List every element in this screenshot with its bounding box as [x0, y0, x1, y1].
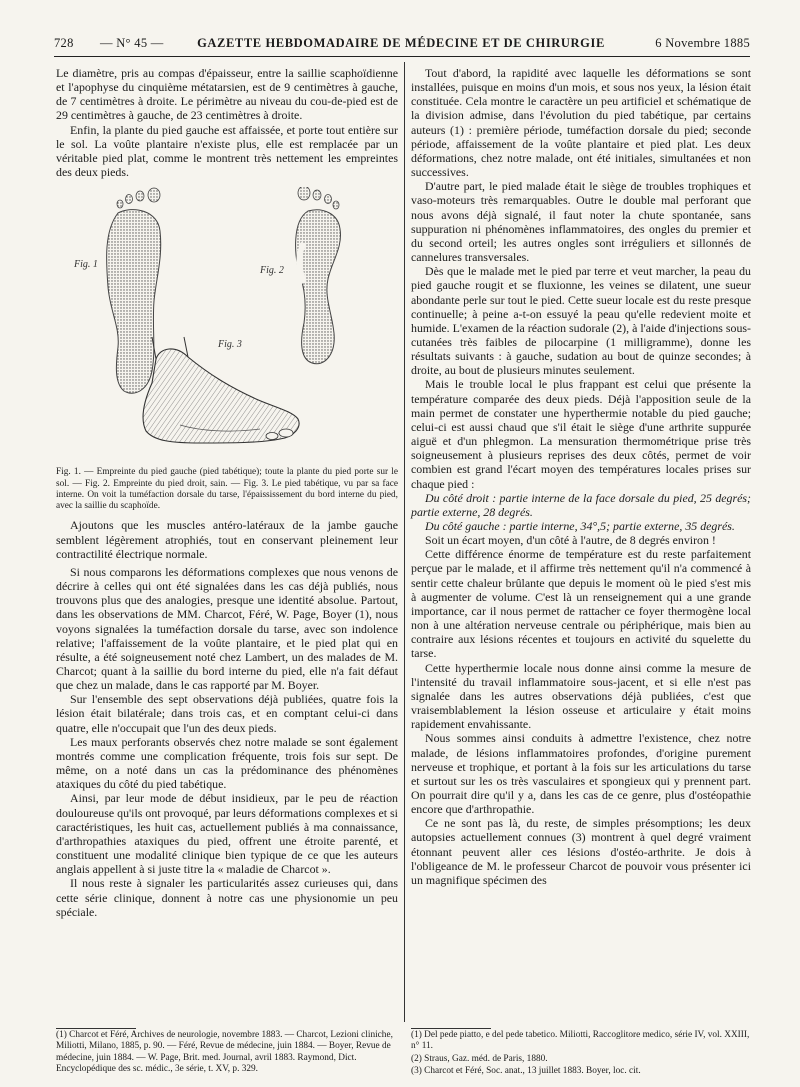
paragraph: Ajoutons que les muscles antéro-latéraux de la jambe gauche semblent légèrement atrophiés, tout en conservant pleinement leur contractilité électrique normale.	[56, 518, 398, 561]
footnote: (1) Charcot et Féré, Archives de neurologie, novembre 1883. — Charcot, Lezioni cliniche, Miliotti, Milano, 1885, p. 90. — Féré, Revue de médecine, juin 1884. — Boyer, Revue de médecine, juin 1884. — W. Page, Brit. med. Journal, avril 1883. Raymond, Dict. Encyclopédique des sc. médic., 3e série, t. XV, p. 329.	[56, 1030, 393, 1075]
footnotes-left	[56, 1030, 398, 1077]
fig1-label: Fig. 1	[74, 259, 98, 271]
fig3-label: Fig. 3	[218, 339, 242, 351]
paragraph: Dès que le malade met le pied par terre et veut marcher, la peau du pied gauche rougit et se fluxionne, les veines se dilatent, une sueur abondante perle sur tout le pied. Cette sueur locale est du reste presque continuelle; à peine a-t-on essuyé la peau qu'elle redevient moite et humide. L'examen de la réaction sudorale (2), à l'aide d'injections sous-cutanées très faibles de pilocarpine (1 milligramme), donne les résultats suivants : à gauche, sudation au bout de quinze secondes; à droite, au bout de plusieurs minutes seulement.	[411, 264, 751, 378]
paragraph: Ainsi, par leur mode de début insidieux, par le peu de réaction douloureuse qu'ils ont provoqué, par leurs déformations complexes et si caractéristiques, les huit cas, actuellement publiés à ma connaissance, d'arthropathies ataxiques du pied, offrent une étroite parenté, et constituent une modalité clinique bien typique de ce que les auteurs anglais appellent à si juste titre la « maladie de Charcot ».	[56, 791, 398, 877]
page-number: 728	[54, 36, 74, 50]
paragraph: Sur l'ensemble des sept observations déjà publiées, quatre fois la lésion était bilatérale; dans trois cas, et en comptant celui-ci dans quatre, elle n'occupait que l'un des deux pieds.	[56, 692, 398, 735]
footnote: (3) Charcot et Féré, Soc. anat., 13 juillet 1883. Boyer, loc. cit.	[411, 1066, 641, 1077]
paragraph: D'autre part, le pied malade était le siège de troubles trophiques et vaso-moteurs très remarquables. Outre le double mal perforant que nous avons déjà signalé, il faut noter la chute spontanée, sans suppuration ni phénomènes inflammatoires, des ongles du premier et du second orteil; les autres ongles sont irréguliers et sillonnés de cannelures transversales.	[411, 179, 751, 265]
paragraph: Mais le trouble local le plus frappant est celui que présente la température comparée des deux pieds. Déjà l'apposition seule de la main permet de constater une hyperthermie notable du pied gauche; celui-ci est aussi chaud que s'il était le siège d'une arthrite suppurée aiguë et d'un phlegmon. La mensuration thermométrique prise très soigneusement à plusieurs reprises des deux côtés, permet de voir combien est grand l'écart moyen des températures locales prises sur chaque pied :	[411, 377, 751, 491]
journal-title: GAZETTE HEBDOMADAIRE DE MÉDECINE ET DE CHIRURGIE	[197, 36, 605, 50]
footnote-rule-right	[411, 1028, 491, 1029]
paragraph: Soit un écart moyen, d'un côté à l'autre, de 8 degrés environ !	[425, 533, 716, 548]
temperature-right: Du côté droit : partie interne de la face dorsale du pied, 25 degrés; partie externe, 28 degrés.	[411, 490, 751, 519]
right-column	[411, 66, 751, 887]
paragraph: Si nous comparons les déformations complexes que nous venons de décrire à celles qui ont été signalées dans les cas déjà publiés, nous trouvons plus que des analogies, presque une identité absolue. Partout, dans les observations de MM. Charcot, Féré, W. Page, Boyer (1), nous voyons signalées la tuméfaction dorsale du tarse, avec son indolence relative; l'affaissement de la voûte plantaire, et le pied plat qui en résulte, a été soigneusement noté chez Lambert, un des malades de M. Charcot; quant à la saillie du bord interne du pied, elle n'a fait défaut que chez un malade, dans le cas rapporté par M. Boyer.	[56, 564, 398, 693]
column-divider	[404, 62, 405, 1022]
temperature-left: Du côté gauche : partie interne, 34°,5; partie externe, 35 degrés.	[425, 519, 735, 533]
fig2-footprint	[296, 187, 341, 364]
paragraph: Nous sommes ainsi conduits à admettre l'existence, chez notre malade, de lésions inflammatoires profondes, d'origine purement nerveuse et trophique, et portant à la fois sur les articulations du tarse et surtout sur les os très vasculaires et spongieux qui y prennent part. On pourrait dire qu'il y a, dans les cas de ce genre, plus d'ostéopathie encore que d'arthropathie.	[411, 731, 751, 817]
paragraph: Cette différence énorme de température est du reste parfaitement perçue par le malade, et il affirme très nettement qu'il n'a commencé à sentir cette chaleur brûlante que depuis le moment où le pied s'est mis à augmenter de volume. C'est là un renseignement qui a une grande importance, car il nous permet de rattacher ce foyer thermogène local non à une altération nerveuse centrale ou périphérique, mais bien au contraire aux lésions récentes et toujours en activité du squelette du tarse.	[411, 547, 751, 661]
issue-number: — N° 45 —	[100, 36, 164, 50]
paragraph: Ce ne sont pas là, du reste, de simples présomptions; les deux autopsies actuellement connues (3) montrent à quel degré vraiment étonnant peuvent aller ces lésions d'ostéo-arthrite. Je dois à l'obligeance de M. le professeur Charcot de pouvoir vous présenter ici un magnifique spécimen des	[411, 816, 751, 887]
paragraph: Tout d'abord, la rapidité avec laquelle les déformations se sont installées, puisque en moins d'un mois, et sous nos yeux, la lésion était constituée. Cela montre le caractère un peu artificiel et schématique de la division admise, dans l'évolution du pied tabétique, par certains auteurs (1) : première période, tuméfaction dorsale du pied; seconde période, affaissement de la voûte plantaire et pied plat. Les deux déformations, chez notre malade, ont été initiales, simultanées et non successives.	[411, 66, 751, 180]
paragraph: Le diamètre, pris au compas d'épaisseur, entre la saillie scaphoïdienne et l'apophyse du cinquième métatarsien, est de 9 centimètres à gauche, de 7 centimètres à droite. Le périmètre au niveau du cou-de-pied est de 29 centimètres à gauche, de 23 centimètres à droite.	[56, 66, 398, 123]
left-column	[56, 66, 398, 919]
running-header	[54, 36, 750, 56]
paragraph: Les maux perforants observés chez notre malade se sont également montrés comme une complication fréquente, trois fois sur sept. De même, on a noté dans un cas la prédominance des phénomènes ataxiques du côté du pied tabétique.	[56, 734, 398, 792]
figure-caption: Fig. 1. — Empreinte du pied gauche (pied tabétique); toute la plante du pied porte sur le sol. — Fig. 2. Empreinte du pied droit, sain. — Fig. 3. Le pied tabétique, vu par sa face interne. On voit la tuméfaction dorsale du tarse, l'épaississement du bord interne du pied, avec la saillie du scaphoïde.	[56, 467, 398, 512]
issue-date: 6 Novembre 1885	[655, 36, 750, 50]
fig1-footprint	[107, 188, 161, 393]
fig3-foot-side-view	[143, 337, 299, 443]
footnote: (1) Del pede piatto, e del pede tabetico. Miliotti, Raccoglitore medico, série IV, vol. XXIII, n° 11.	[411, 1030, 750, 1052]
paragraph: Enfin, la plante du pied gauche est affaissée, et porte tout entière sur le sol. La voûte plantaire n'existe plus, elle est remplacée par un véritable pied plat, comme le montrent très nettement les empreintes des deux pieds.	[56, 122, 398, 180]
paragraph: Il nous reste à signaler les particularités assez curieuses qui, dans cette série clinique, donnent à notre cas une physionomie un peu spéciale.	[56, 876, 398, 919]
paragraph: Cette hyperthermie locale nous donne ainsi comme la mesure de l'intensité du travail inflammatoire sous-jacent, et si elle n'est pas signalée dans les autres observations déjà publiées, c'est que vraisemblablement la lésion osseuse et articulaire y était moins rapidement envahissante.	[411, 660, 751, 732]
footnote-rule-left	[56, 1028, 136, 1029]
foot-illustration	[60, 187, 390, 463]
footnotes-right	[411, 1030, 751, 1079]
fig2-label: Fig. 2	[260, 265, 284, 277]
foot-figures	[60, 187, 390, 463]
footnote: (2) Straus, Gaz. méd. de Paris, 1880.	[411, 1053, 548, 1064]
header-rule	[54, 56, 750, 57]
